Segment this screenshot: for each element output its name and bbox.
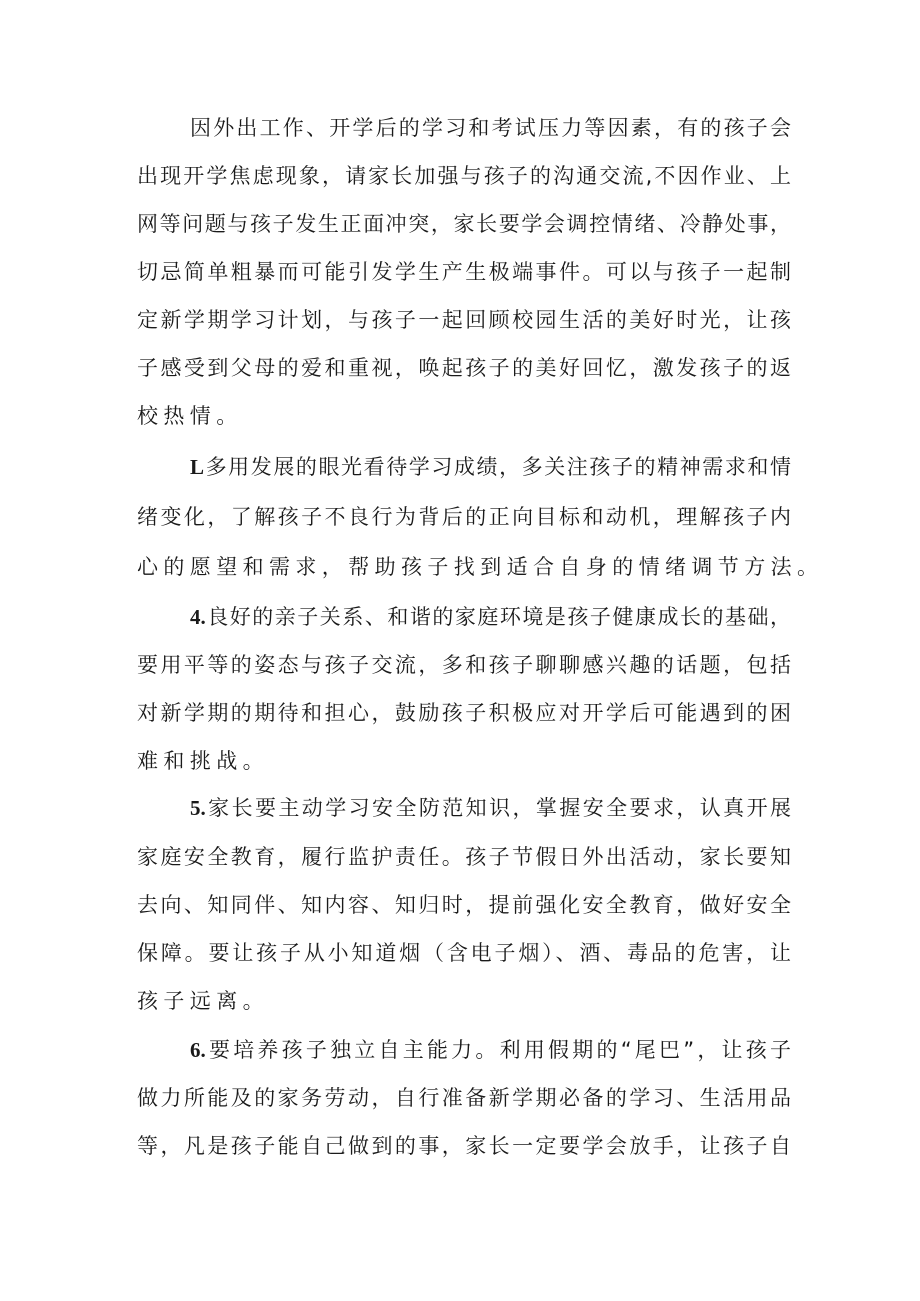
paragraph-4-line-3: 去向、知同伴、知内容、知归时，提前强化安全教育，做好安全 — [137, 893, 791, 917]
paragraph-2-line-2: 绪变化，了解孩子不良行为背后的正向目标和动机，理解孩子内 — [137, 505, 791, 529]
paragraph-3-line-4: 难和挑战。 — [137, 749, 269, 773]
paragraph-5-line-1 — [190, 1037, 791, 1063]
paragraph-1-line-4: 切忌简单粗暴而可能引发学生产生极端事件。可以与孩子一起制 — [137, 260, 791, 284]
paragraph-5-line-2: 做力所能及的家务劳动，自行准备新学期必备的学习、生活用品 — [137, 1086, 791, 1110]
paragraph-5-number: 6. — [190, 1038, 206, 1062]
paragraph-4-line-1-text: 家长要主动学习安全防范知识，掌握安全要求，认真开展 — [205, 796, 791, 820]
paragraph-1-line-6: 子感受到父母的爱和重视，唤起孩子的美好回忆，激发孩子的返 — [137, 356, 791, 380]
paragraph-4-line-5: 孩子远离。 — [137, 989, 269, 1013]
paragraph-2-line-3: 心的愿望和需求，帮助孩子找到适合自身的情绪调节方法。 — [137, 555, 824, 579]
paragraph-5-line-1-text: 要培养孩子独立自主能力。利用假期的“尾巴”，让孩子 — [205, 1038, 791, 1062]
paragraph-4-line-1 — [190, 795, 791, 821]
paragraph-1-line-1: 因外出工作、开学后的学习和考试压力等因素，有的孩子会 — [190, 116, 791, 140]
paragraph-1-line-7: 校热情。 — [137, 404, 243, 428]
paragraph-3-line-2: 要用平等的姿态与孩子交流，多和孩子聊聊感兴趣的话题，包括 — [137, 653, 791, 677]
paragraph-4-line-2: 家庭安全教育，履行监护责任。孩子节假日外出活动，家长要知 — [137, 845, 791, 869]
paragraph-1-line-5: 定新学期学习计划，与孩子一起回顾校园生活的美好时光，让孩 — [137, 308, 791, 332]
paragraph-3-line-1 — [190, 604, 791, 630]
paragraph-4-number: 5. — [190, 796, 206, 820]
paragraph-4-line-4: 保障。要让孩子从小知道烟（含电子烟）、酒、毒品的危害，让 — [137, 941, 791, 965]
paragraph-1-line-2: 出现开学焦虑现象，请家长加强与孩子的沟通交流,不因作业、上 — [137, 164, 791, 188]
paragraph-2-line-1-text: 多用发展的眼光看待学习成绩，多关注孩子的精神需求和情 — [204, 455, 791, 479]
paragraph-3-line-3: 对新学期的期待和担心，鼓励孩子积极应对开学后可能遇到的困 — [137, 701, 791, 725]
paragraph-5-line-3: 等，凡是孩子能自己做到的事，家长一定要学会放手，让孩子自 — [137, 1134, 791, 1158]
paragraph-2-line-1 — [190, 454, 791, 480]
paragraph-3-number: 4. — [190, 605, 206, 629]
paragraph-3-line-1-text: 良好的亲子关系、和谐的家庭环境是孩子健康成长的基础， — [205, 605, 791, 629]
paragraph-1-line-3: 网等问题与孩子发生正面冲突，家长要学会调控情绪、冷静处事， — [137, 212, 791, 236]
paragraph-2-number: L — [190, 455, 205, 479]
